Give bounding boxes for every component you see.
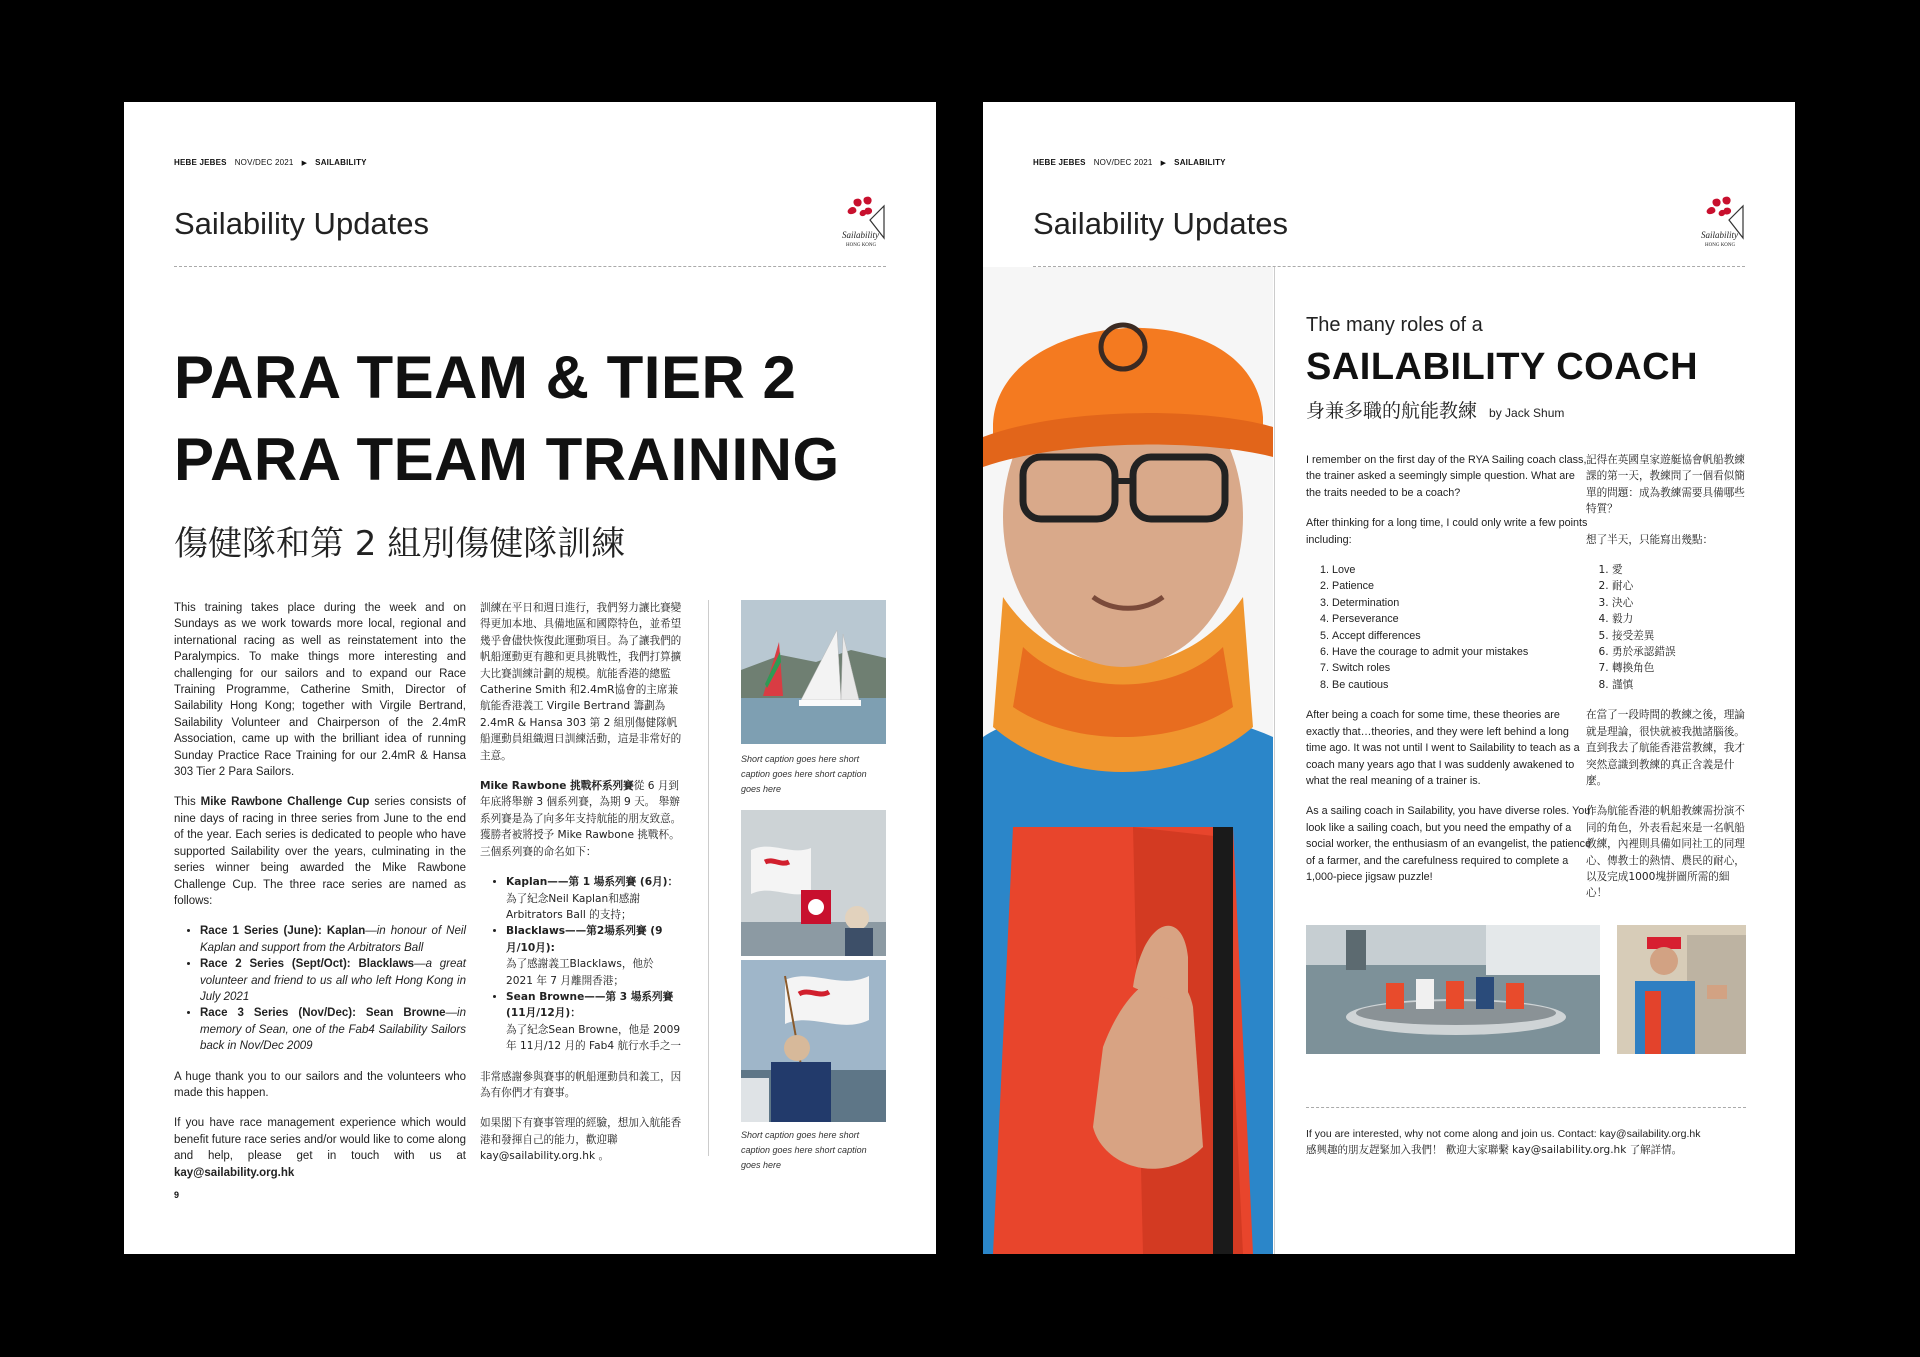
en-paragraph-4 [174, 1115, 466, 1181]
sailability-logo [1699, 194, 1747, 250]
dinghy-photo [1306, 925, 1600, 1054]
byline: by Jack Shum [1489, 406, 1565, 420]
list-item: 2. 耐心 [1612, 578, 1746, 594]
series-3-name: Race 3 Series (Nov/Dec): Sean Browne [200, 1007, 446, 1020]
issue-date: NOV/DEC 2021 [234, 158, 294, 167]
en-paragraph-2 [174, 794, 466, 909]
column-divider [1274, 267, 1275, 1254]
magazine-name: HEBE JEBES [174, 158, 227, 167]
series-1-desc: —in honour of Neil Kaplan and support from the Arbitrators Ball [200, 925, 466, 954]
series-2-name: Race 2 Series (Sept/Oct): Blacklaws [200, 958, 415, 971]
magazine-name: HEBE JEBES [1033, 158, 1086, 167]
running-header [1033, 158, 1226, 167]
cn-race-series-list [480, 874, 682, 1054]
logo-text: Sailability [842, 230, 879, 240]
left-page [124, 102, 936, 1254]
article-subtitle-chinese [1306, 396, 1564, 423]
section-title: Sailability Updates [174, 206, 430, 241]
en-paragraph-3: After being a coach for some time, these theories are exactly that…theories, and they were left behind a long time ago. It was not until I went to Sailability to teach as a coach many years ago that I was suddenly awakened to what the real meaning of a trainer is. [1306, 709, 1580, 787]
english-column [174, 600, 466, 1195]
list-item: 6. 勇於承認錯誤 [1612, 644, 1746, 660]
photo-caption-2: Short caption goes here short caption goes here short caption goes here [741, 1130, 867, 1170]
cn-paragraph-1: 記得在英國皇家遊艇協會帆船教練課的第一天，教練問了一個看似簡單的問題：成為教練需要具備哪些特質？ [1586, 454, 1745, 516]
cn-series-3-desc: 為了紀念Sean Browne，他是 2009 年 11月/12 月的 Fab4 航行水手之一 [506, 1023, 682, 1053]
cn-paragraph-3: 在當了一段時間的教練之後，理論就是理論，很快就被我拋諸腦後。直到我去了航能香港當教練，我才突然意識到教練的真正含義是什麼。 [1586, 709, 1745, 787]
contact-english: If you are interested, why not come along and join us. Contact: kay@sailability.org.hk [1306, 1128, 1701, 1140]
list-item: 1. 愛 [1612, 562, 1746, 578]
arrow-icon: ▶ [301, 159, 308, 167]
article-title-chinese: 傷健隊和第 2 組別傷健隊訓練 [174, 524, 626, 564]
logo-subtext: HONG KONG [1705, 243, 1736, 248]
list-item: 5. Accept differences [1332, 628, 1592, 644]
column-divider [708, 600, 709, 1156]
coach-teaching-photo [1617, 925, 1746, 1054]
cn-paragraph-2: 想了半天，只能寫出幾點： [1586, 533, 1714, 546]
article-kicker: The many roles of a [1306, 314, 1483, 336]
list-item [506, 874, 682, 923]
list-item: 8. 謹慎 [1612, 677, 1746, 693]
cn-paragraph-1: 訓練在平日和週日進行，我們努力讓比賽變得更加本地、具備地區和國際特色，並希望幾乎會儘快恢復此運動項目。為了讓我們的帆船運動更有趣和更具挑戰性，我們打算擴大比賽訓練計劃的規模。航能香港的總監 Catherine Smith 和2.4mR協會的主席兼航能香港義工 Virgile Bertrand 籌劃為2.4mR & Hansa 303 第 2 組別傷健隊帆船運動員組織週日訓練活動，這是非常好的主意。 [480, 602, 682, 762]
cn-paragraph-3: 非常感謝參與賽事的帆船運動員和義工，因為有你們才有賽事。 [480, 1070, 682, 1099]
page-number: 9 [174, 1190, 180, 1200]
en-paragraph-3: A huge thank you to our sailors and the volunteers who made this happen. [174, 1070, 466, 1099]
chinese-column [480, 600, 682, 1179]
article-title-line1: PARA TEAM & TIER 2 [174, 344, 797, 411]
logo-subtext: HONG KONG [846, 243, 877, 248]
en-p4-text: If you have race management experience which would benefit future race series and/or would like to come along and help, please get in touch with us at [174, 1117, 466, 1163]
en-p2-lead: This [174, 796, 201, 809]
cn-series-1-name: Kaplan——第 1 場系列賽 (6月)： [506, 876, 679, 889]
list-item: 3. 決心 [1612, 595, 1746, 611]
series-2-desc: —a great volunteer and friend to us all who left Hong Kong in July 2021 [200, 958, 466, 1003]
list-item [200, 923, 466, 956]
article-title-line2: PARA TEAM TRAINING [174, 426, 840, 493]
header-divider [174, 266, 886, 267]
cn-series-3-name: Sean Browne——第 3 場系列賽 (11月/12月)： [506, 990, 674, 1020]
right-page [983, 102, 1795, 1254]
section-name: SAILABILITY [315, 158, 367, 167]
list-item: 4. 毅力 [1612, 611, 1746, 627]
list-item: 3. Determination [1332, 595, 1592, 611]
en-p2-rest: series consists of nine days of racing in three series from June to the end of the year. Each series is dedicated to people who have supported Sailability over the years, culminating in the series winner being awarded the Mike Rawbone Challenge Cup. The three race series are named as follows: [174, 796, 466, 907]
running-header [174, 158, 367, 167]
issue-date: NOV/DEC 2021 [1093, 158, 1153, 167]
contact-chinese: 感興趣的朋友趕緊加入我們！ 歡迎大家聯繫 kay@sailability.org.hk 了解詳情。 [1306, 1144, 1683, 1156]
cn-series-2-name: Blacklaws——第2場系列賽 (9月/10月): [506, 925, 663, 954]
list-item: 4. Perseverance [1332, 611, 1592, 627]
cn-traits-list [1586, 562, 1746, 693]
list-item: 8. Be cautious [1332, 677, 1592, 693]
cn-series-2-desc: 為了感謝義工Blacklaws，他於 2021 年 7 月離開香港； [506, 958, 654, 987]
list-item [200, 956, 466, 1005]
cn-series-1-desc: 為了紀念Neil Kaplan和感謝 Arbitrators Ball 的支持； [506, 892, 640, 921]
list-item: 5. 接受差異 [1612, 628, 1746, 644]
arrow-icon: ▶ [1160, 159, 1167, 167]
en-paragraph-1: I remember on the first day of the RYA Sailing coach class, the trainer asked a seemingly simple question. What are the traits needed to be a coach? [1306, 454, 1587, 499]
list-item: 7. 轉換角色 [1612, 660, 1746, 676]
list-item: 7. Switch roles [1332, 660, 1592, 676]
list-item [506, 989, 682, 1055]
chinese-column [1586, 452, 1746, 916]
series-1-name: Race 1 Series (June): Kaplan [200, 925, 366, 938]
section-name: SAILABILITY [1174, 158, 1226, 167]
list-item [200, 1005, 466, 1054]
article-title: SAILABILITY COACH [1306, 346, 1699, 388]
list-item: 6. Have the courage to admit your mistakes [1332, 644, 1592, 660]
cn-cup-name: Mike Rawbone 挑戰杯系列賽 [480, 780, 634, 793]
series-3-desc: —in memory of Sean, one of the Fab4 Sailability Sailors back in Nov/Dec 2009 [200, 1007, 466, 1053]
list-item: 1. Love [1332, 562, 1592, 578]
english-column [1306, 452, 1592, 899]
logo-text: Sailability [1701, 230, 1738, 240]
traits-list [1306, 562, 1592, 693]
sailboats-photo [741, 600, 886, 744]
list-item: 2. Patience [1332, 578, 1592, 594]
cn-p2-rest: 從 6 月到年底將舉辦 3 個系列賽，為期 9 天。 舉辦系列賽是為了向多年支持航能的朋友致意。獲勝者被將授予 Mike Rawbone 挑戰杯。三個系列賽的命名如下： [480, 780, 682, 858]
photo-caption-1: Short caption goes here short caption goes here short caption goes here [741, 754, 867, 794]
contact-note [1306, 1126, 1701, 1158]
en-paragraph-1: This training takes place during the week and on Sundays as we work towards more local, regional and international racing as well as reinstatement into the Paralympics. To make things more interesting and challenging for our sailors and to expand our Race Training Programme, Catherine Smith, Director of Sailability Hong Kong; together with Virgile Bertrand, Sailability Volunteer and Chairperson of the 2.4mR Association, came up with the brilliant idea of running Sunday Practice Race Training for our 2.4mR & Hansa 303 Tier 2 Para Sailors. [174, 602, 466, 779]
contact-email-link[interactable]: kay@sailability.org.hk [174, 1166, 295, 1179]
race-series-list [174, 923, 466, 1054]
coach-portrait-photo [983, 267, 1273, 1254]
flags-photo [741, 810, 886, 956]
sailability-logo [840, 194, 888, 250]
cn-paragraph-4: 如果閣下有賽事管理的經驗，想加入航能香港和發揮自己的能力，歡迎聯 kay@sailability.org.hk 。 [480, 1117, 682, 1163]
list-item [506, 923, 682, 989]
title-cn: 身兼多職的航能教練 [1306, 400, 1478, 422]
cup-name: Mike Rawbone Challenge Cup [200, 796, 370, 809]
cn-paragraph-4: 作為航能香港的帆船教練需扮演不同的角色，外表看起來是一名帆船教練，內裡則具備如同社工的同理心、傳教士的熱情、農民的耐心，以及完成1000塊拼圖所需的細心！ [1586, 805, 1745, 900]
cn-paragraph-2 [480, 778, 682, 860]
en-paragraph-2: After thinking for a long time, I could only write a few points including: [1306, 517, 1588, 546]
sailor-flag-photo [741, 960, 886, 1122]
section-title: Sailability Updates [1033, 206, 1289, 241]
en-paragraph-4: As a sailing coach in Sailability, you have diverse roles. You look like a sailing coach, but you need the empathy of a social worker, the enthusiasm of an evangelist, the patience of a farmer, and the carefulness required to complete a 1,000-piece jigsaw puzzle! [1306, 805, 1592, 883]
footer-divider [1306, 1107, 1746, 1108]
